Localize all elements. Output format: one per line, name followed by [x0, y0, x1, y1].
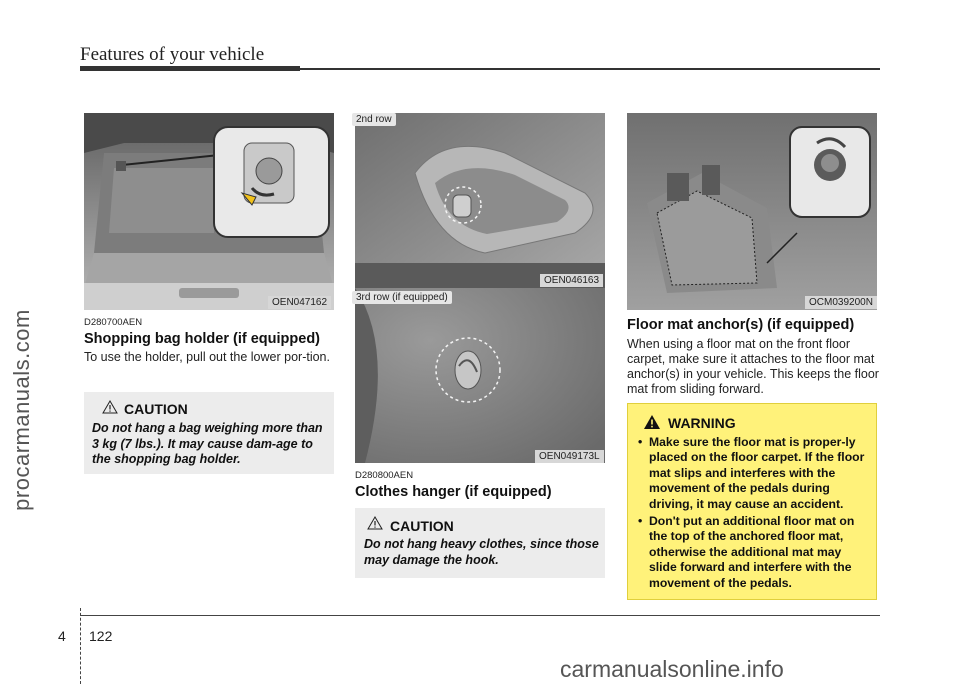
- warning-list: [638, 435, 870, 593]
- image-label-3rd-row: 3rd row (if equipped): [352, 291, 452, 304]
- caution-title: CAUTION: [390, 518, 454, 534]
- body-text-col3: When using a floor mat on the front floor carpet, make sure it attaches to the floor mat anchor(s) in your vehicle. This keeps the floor mat from sliding forward.: [627, 337, 879, 396]
- header-rule-thin: [300, 68, 880, 70]
- doc-code-col1: D280700AEN: [84, 317, 143, 328]
- footer-watermark: carmanualsonline.info: [560, 656, 784, 682]
- warning-item: • Make sure the floor mat is proper-ly placed on the floor carpet. If the floor mat slips and interferes with the movement of the pedals during driving, it may cause an accident.: [638, 435, 870, 512]
- image-code-col3: OCM039200N: [805, 296, 877, 309]
- warning-title: WARNING: [668, 415, 736, 431]
- image-code-col2-bottom: OEN049173L: [535, 450, 604, 463]
- page-header-title: Features of your vehicle: [80, 44, 265, 65]
- body-text-col1: To use the holder, pull out the lower por-tion.: [84, 350, 330, 364]
- section-title-floor-mat-anchor: Floor mat anchor(s) (if equipped): [627, 317, 855, 333]
- caution-text: Do not hang heavy clothes, since those may damage the hook.: [364, 537, 599, 567]
- second-row-hanger-photo: [355, 113, 605, 288]
- page-number: 122: [89, 628, 113, 644]
- third-row-hanger-illustration: [355, 288, 605, 463]
- caution-triangle-icon: [102, 400, 118, 414]
- floor-mat-anchor-illustration: [627, 113, 877, 310]
- side-watermark: [2, 200, 42, 620]
- doc-code-col2: D280800AEN: [355, 470, 414, 481]
- caution-text: Do not hang a bag weighing more than 3 kg (7 lbs.). It may cause dam-age to the shopping bag holder.: [92, 421, 323, 466]
- second-row-hanger-illustration: [355, 113, 605, 288]
- page-chapter-number: 4: [58, 628, 66, 644]
- caution-triangle-icon: [367, 516, 383, 530]
- footer-rule: [80, 615, 880, 616]
- warning-item: • Don't put an additional floor mat on the top of the anchored floor mat, otherwise the additional mat may slide forward and interfere with the movement of the pedals.: [638, 514, 870, 591]
- image-label-2nd-row: 2nd row: [352, 113, 396, 126]
- floor-mat-anchor-photo: [627, 113, 877, 310]
- third-row-hanger-photo: [355, 288, 605, 463]
- warning-triangle-icon: [643, 414, 661, 430]
- caution-box-col1: [84, 392, 334, 474]
- cargo-area-illustration: [84, 113, 334, 310]
- caution-title: CAUTION: [124, 401, 188, 417]
- section-title-shopping-bag-holder: Shopping bag holder (if equipped): [84, 331, 321, 347]
- side-watermark-text: procarmanuals.com: [9, 309, 34, 511]
- footer-divider: [80, 608, 82, 684]
- caution-box-col2: [355, 508, 605, 578]
- warning-box: [627, 403, 877, 600]
- header-rule-thick: [80, 66, 300, 71]
- image-code-col2-top: OEN046163: [540, 274, 603, 287]
- image-code-col1: OEN047162: [268, 296, 331, 309]
- section-title-clothes-hanger: Clothes hanger (if equipped): [355, 484, 552, 500]
- cargo-area-photo: [84, 113, 334, 310]
